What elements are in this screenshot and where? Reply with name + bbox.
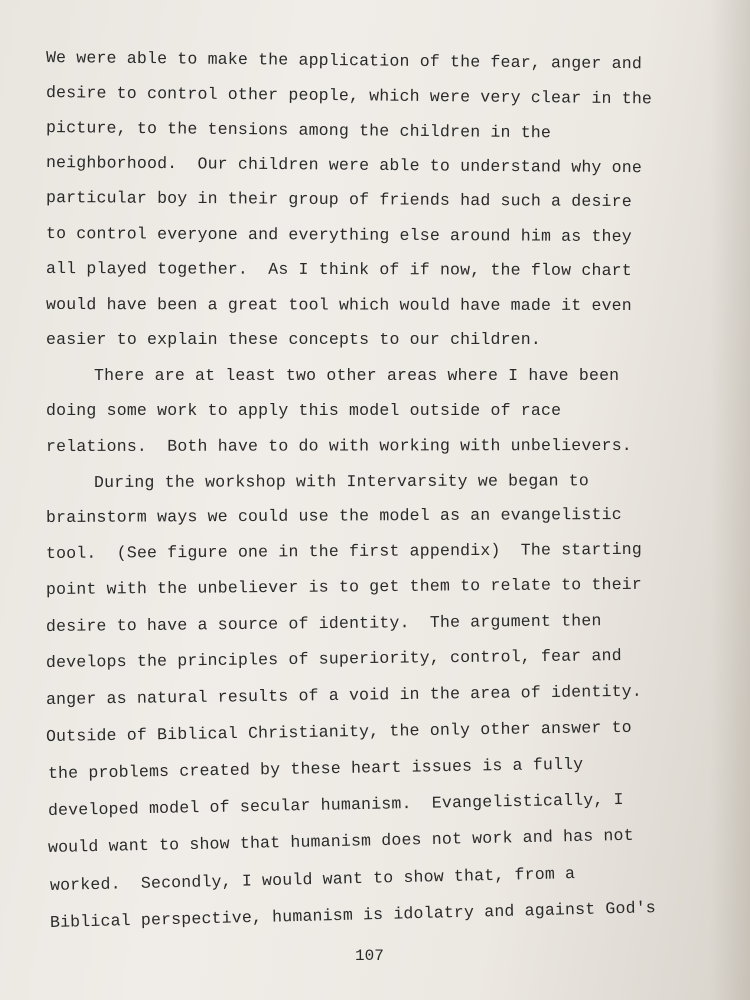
text-line: the problems created by these heart issues is a fully <box>47 754 584 783</box>
text-line: would have been a great tool which would have made it even <box>45 295 632 316</box>
text-line: Biblical perspective, humanism is idolatry and against God's <box>49 898 657 932</box>
text-line: develops the principles of superiority, control, fear and <box>45 645 622 672</box>
text-line: Outside of Biblical Christianity, the only other answer to <box>45 717 632 746</box>
text-line: desire to have a source of identity. The argument then <box>45 611 602 636</box>
text-line: relations. Both have to do with working with unbelievers. <box>45 435 632 456</box>
text-line: neighborhood. Our children were able to understand why one <box>45 153 643 178</box>
text-line: worked. Secondly, I would want to show that, from a <box>49 864 576 895</box>
text-line: There are at least two other areas where I have been <box>94 366 620 385</box>
text-line: all played together. As I think of if now, the flow chart <box>45 259 632 281</box>
text-line: picture, to the tensions among the children in the <box>45 118 552 143</box>
text-line: particular boy in their group of friends had such a desire <box>45 188 632 212</box>
text-line: developed model of secular humanism. Evangelistically, I <box>47 789 624 820</box>
text-line: would want to show that humanism does not work and has not <box>47 825 634 857</box>
text-line: anger as natural results of a void in the area of identity. <box>45 681 643 709</box>
text-line: point with the unbeliever is to get them to relate to their <box>45 574 643 599</box>
text-line: easier to explain these concepts to our children. <box>46 330 541 349</box>
page-number: 107 <box>355 947 384 965</box>
text-line: brainstorm ways we could use the model as an evangelistic <box>45 504 622 527</box>
text-line: tool. (See figure one in the first appendix) The starting <box>45 539 643 563</box>
text-line: We were able to make the application of the fear, anger and <box>45 48 643 74</box>
text-line: desire to control other people, which were very clear in the <box>45 83 653 109</box>
text-line: doing some work to apply this model outside of race <box>46 401 562 420</box>
text-line: to control everyone and everything else around him as they <box>45 224 632 247</box>
text-line: During the workshop with Intervarsity we began to <box>93 471 590 492</box>
